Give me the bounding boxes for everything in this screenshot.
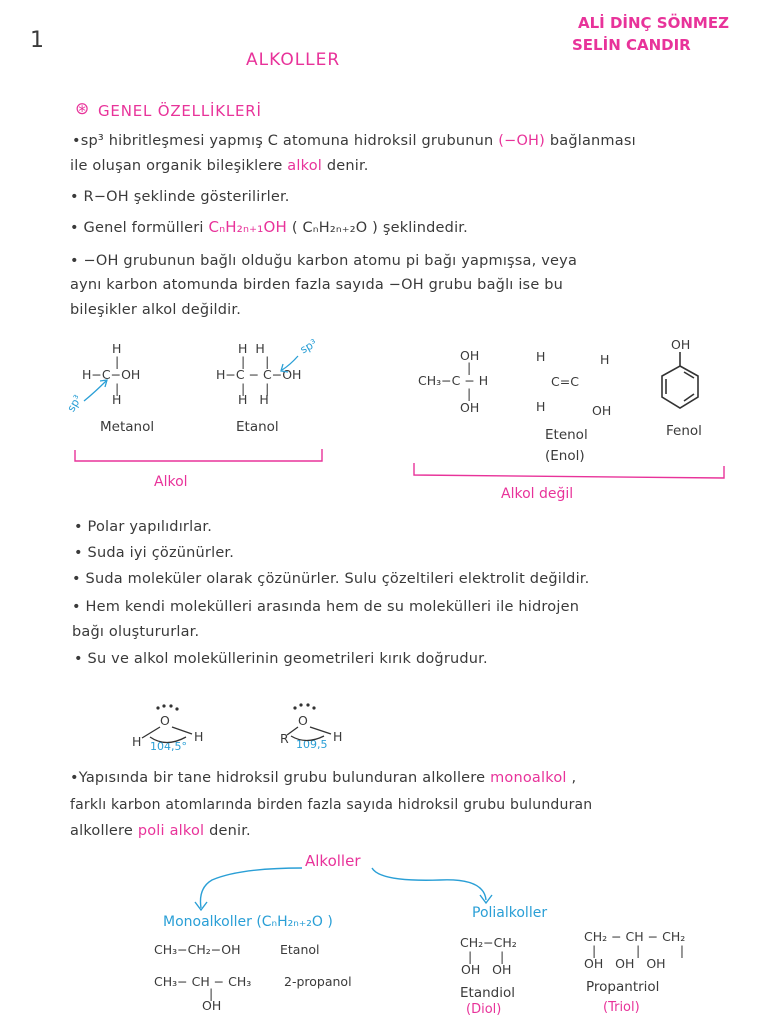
mono-ex1: CH₃−CH₂−OH — [154, 942, 241, 957]
tree-arrow-icon — [195, 868, 492, 910]
bullet-line-3: • R−OH şeklinde gösterilirler. — [70, 189, 290, 205]
text: bağlanması — [549, 133, 636, 149]
etenol-oh: OH — [592, 403, 612, 418]
highlight: CₙH₂ₙ₊₁OH — [208, 218, 287, 236]
diol-ex-name: Etandiol — [460, 985, 515, 1001]
property-6: • Su ve alkol moleküllerinin geometrileri kırık doğrudur. — [74, 651, 488, 667]
etanol-sp3: sp³ — [297, 336, 320, 357]
etanol-h-top: H H — [238, 341, 265, 356]
etanol-name: Etanol — [236, 419, 279, 435]
diol-ex-bonds: | | — [468, 949, 505, 964]
water-o: O — [160, 713, 170, 728]
property-5: bağı oluştururlar. — [72, 624, 200, 640]
text: • Genel formülleri — [70, 220, 204, 236]
etanol-row: H−C − C−OH — [216, 367, 302, 382]
property-3: • Suda moleküler olarak çözünürler. Sulu çözeltileri elektrolit değildir. — [72, 571, 590, 587]
text: denir. — [326, 158, 369, 174]
mono-ex2-oh: OH — [202, 998, 222, 1013]
etenol-alt: (Enol) — [545, 448, 585, 464]
metanol-h-bottom: H — [112, 392, 122, 407]
highlight: monoalkol — [490, 770, 567, 786]
label-alkol-degil: Alkol değil — [501, 486, 574, 502]
sp3-arrow-icon — [84, 356, 298, 401]
geometry-bonds — [142, 727, 331, 743]
highlight: poli alkol — [137, 823, 205, 839]
triol-ex-name: Propantriol — [586, 979, 660, 995]
lone-pair-icon — [156, 703, 315, 710]
highlight: alkol — [287, 158, 322, 174]
fenol-oh: OH — [671, 337, 691, 352]
section-heading: GENEL ÖZELLİKLERİ — [98, 102, 262, 120]
label-alkol: Alkol — [154, 474, 188, 490]
alcohol-h: H — [333, 729, 343, 744]
etanol-bond-top: | | — [241, 354, 270, 369]
etenol-h2: H — [600, 352, 610, 367]
mono-ex2: CH₃− CH − CH₃ — [154, 974, 252, 989]
tree-poli-title: Polialkoller — [472, 905, 548, 921]
bullet-line-6: aynı karbon atomunda birden fazla sayıda −OH grubu bağlı ise bu — [70, 277, 564, 293]
tree-root: Alkoller — [305, 852, 361, 870]
text: , — [571, 770, 577, 786]
author-2: SELİN CANDIR — [572, 36, 691, 54]
diol-ex-row: CH₂−CH₂ — [460, 935, 517, 950]
metanol-bond-top: | — [115, 354, 120, 369]
diol-bond-bottom: | — [467, 386, 472, 401]
alcohol-angle: 109,5 — [296, 738, 328, 751]
text: alkollere — [70, 823, 134, 839]
text: denir. — [209, 823, 251, 839]
definition-line-2: farklı karbon atomlarında birden fazla sayıda hidroksil grubu bulunduran — [70, 797, 593, 813]
alcohol-r: R — [280, 731, 289, 746]
fenol-name: Fenol — [666, 423, 702, 439]
text: ( CₙH₂ₙ₊₂O ) şeklindedir. — [291, 220, 468, 236]
diol-row: CH₃−C − H — [418, 373, 489, 388]
property-2: • Suda iyi çözünürler. — [74, 545, 235, 561]
page-title: ALKOLLER — [246, 50, 341, 70]
benzene-ring-icon — [662, 352, 698, 408]
etenol-h1: H — [536, 349, 546, 364]
etenol-row: C=C — [551, 374, 579, 389]
mono-ex2-bond: | — [209, 986, 214, 1001]
mono-ex1-name: Etanol — [280, 942, 320, 957]
alkol-bracket — [75, 449, 724, 478]
triol-ex-row: CH₂ − CH − CH₂ — [584, 929, 686, 944]
mono-ex2-name: 2-propanol — [284, 974, 352, 989]
etenol-name: Etenol — [545, 427, 588, 443]
triol-ex-bonds: | | | — [592, 943, 685, 958]
text: ile oluşan organik bileşiklere — [70, 158, 283, 174]
diol-ex-oh: OH OH — [461, 962, 512, 977]
diol-oh-bottom: OH — [460, 400, 480, 415]
etanol-bond-bottom: | | — [241, 381, 270, 396]
diol-oh-top: OH — [460, 348, 480, 363]
metanol-row: H−C−OH — [82, 367, 141, 382]
metanol-bond-bottom: | — [115, 381, 120, 396]
author-1: ALİ DİNÇ SÖNMEZ — [578, 14, 729, 32]
diol-bond-top: | — [467, 360, 472, 375]
text: •sp³ hibritleşmesi yapmış C atomuna hidroksil grubunun — [72, 133, 494, 149]
water-angle: 104,5° — [150, 740, 187, 753]
bullet-line-5: • −OH grubunun bağlı olduğu karbon atomu pi bağı yapmışsa, veya — [70, 253, 578, 269]
triol-ex-oh: OH OH OH — [584, 956, 666, 971]
water-h-left: H — [132, 734, 142, 749]
text: •Yapısında bir tane hidroksil grubu bulunduran alkollere — [70, 770, 486, 786]
triol-ex-alt: (Triol) — [603, 1000, 640, 1015]
water-h-right: H — [194, 729, 204, 744]
metanol-name: Metanol — [100, 419, 155, 435]
tree-mono-title: Monoalkoller (CₙH₂ₙ₊₂O ) — [163, 914, 333, 930]
highlight: (−OH) — [498, 133, 546, 149]
etenol-h3: H — [536, 399, 546, 414]
diol-ex-alt: (Diol) — [466, 1002, 502, 1017]
metanol-sp3: sp³ — [64, 392, 85, 415]
bullet-line-7: bileşikler alkol değildir. — [70, 302, 242, 318]
alcohol-o: O — [298, 713, 308, 728]
property-1: • Polar yapılıdırlar. — [74, 519, 213, 535]
property-4: • Hem kendi molekülleri arasında hem de su molekülleri ile hidrojen — [72, 599, 580, 615]
metanol-h-top: H — [112, 341, 122, 356]
section-bullet-icon: ⊛ — [75, 99, 90, 119]
etanol-h-bottom: H H — [238, 392, 269, 407]
page-number: 1 — [30, 28, 44, 53]
